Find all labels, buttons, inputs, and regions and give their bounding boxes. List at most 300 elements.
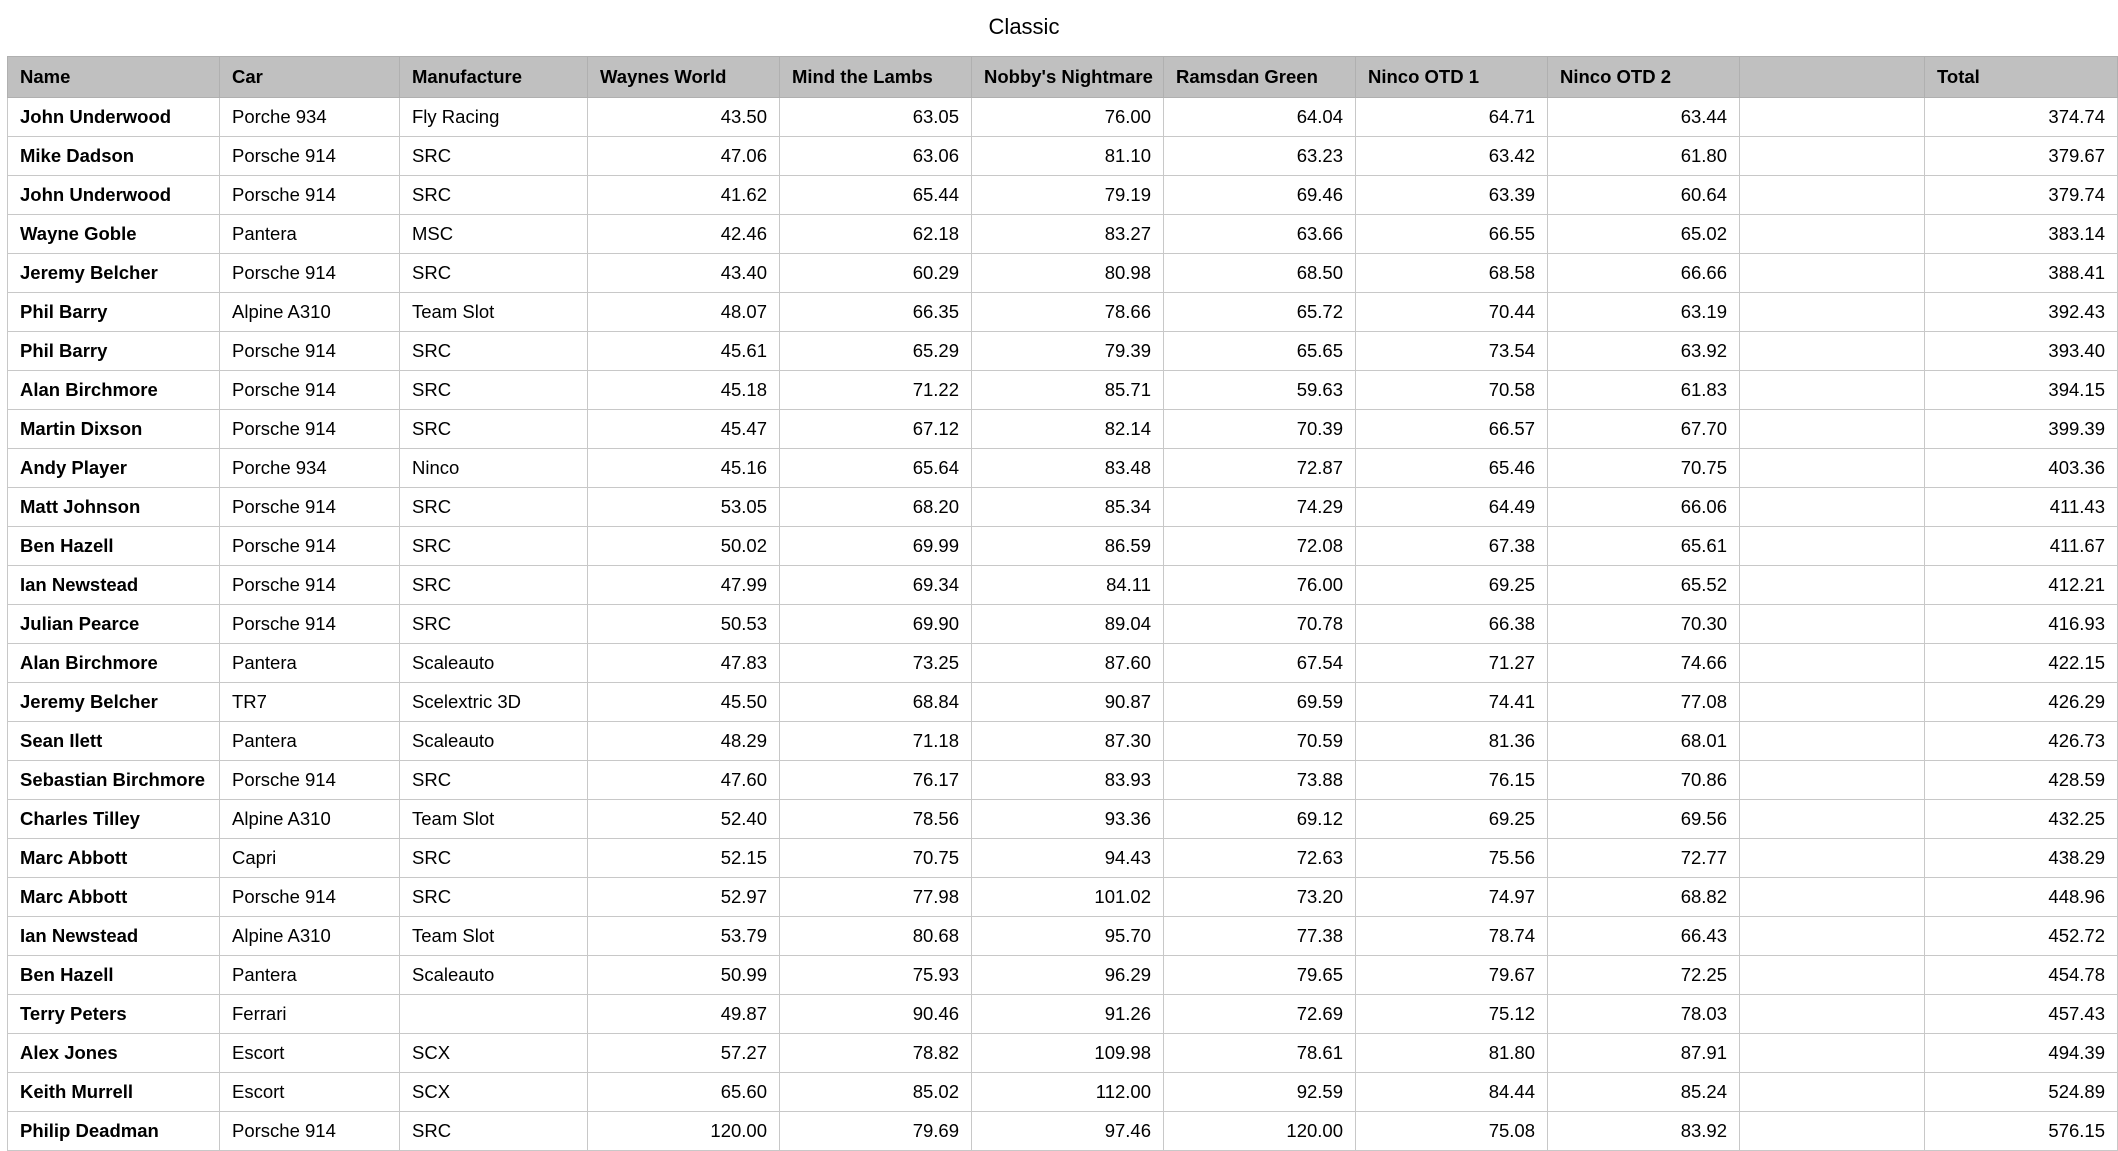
table-cell: 75.56 [1356, 839, 1548, 878]
cell-name: Wayne Goble [8, 215, 220, 254]
table-cell: SRC [400, 1112, 588, 1151]
table-cell: Alpine A310 [220, 917, 400, 956]
cell-name: Alan Birchmore [8, 371, 220, 410]
cell-name: Terry Peters [8, 995, 220, 1034]
table-cell: SRC [400, 761, 588, 800]
table-cell [1740, 956, 1925, 995]
table-cell: 63.06 [780, 137, 972, 176]
table-cell: 67.12 [780, 410, 972, 449]
cell-name: Alan Birchmore [8, 644, 220, 683]
table-cell: 78.03 [1548, 995, 1740, 1034]
table-cell: 69.25 [1356, 800, 1548, 839]
table-cell: 524.89 [1925, 1073, 2118, 1112]
table-cell: SRC [400, 527, 588, 566]
table-cell: 45.50 [588, 683, 780, 722]
table-cell: 52.40 [588, 800, 780, 839]
table-cell [1740, 1073, 1925, 1112]
table-cell: 82.14 [972, 410, 1164, 449]
table-cell: 411.43 [1925, 488, 2118, 527]
table-row [8, 722, 2118, 761]
table-cell: Porsche 914 [220, 605, 400, 644]
table-body [8, 98, 2118, 1151]
table-cell: 70.75 [780, 839, 972, 878]
cell-name: Matt Johnson [8, 488, 220, 527]
table-row [8, 683, 2118, 722]
table-cell: 95.70 [972, 917, 1164, 956]
table-cell: Porsche 914 [220, 878, 400, 917]
table-cell: Porsche 914 [220, 371, 400, 410]
table-cell: 61.80 [1548, 137, 1740, 176]
table-cell: Scaleauto [400, 956, 588, 995]
table-cell [1740, 332, 1925, 371]
table-cell: 426.73 [1925, 722, 2118, 761]
table-cell [1740, 371, 1925, 410]
table-cell: 60.64 [1548, 176, 1740, 215]
table-cell: 81.80 [1356, 1034, 1548, 1073]
table-cell: 72.69 [1164, 995, 1356, 1034]
cell-name: Martin Dixson [8, 410, 220, 449]
table-cell: 83.27 [972, 215, 1164, 254]
table-cell: 80.68 [780, 917, 972, 956]
table-cell: 83.48 [972, 449, 1164, 488]
table-cell: 66.38 [1356, 605, 1548, 644]
table-cell: MSC [400, 215, 588, 254]
table-row [8, 215, 2118, 254]
table-cell: 77.98 [780, 878, 972, 917]
table-row [8, 956, 2118, 995]
table-cell: 86.59 [972, 527, 1164, 566]
table-cell: 109.98 [972, 1034, 1164, 1073]
table-cell: 70.39 [1164, 410, 1356, 449]
table-cell: 67.70 [1548, 410, 1740, 449]
table-cell: SRC [400, 878, 588, 917]
table-row [8, 254, 2118, 293]
column-header[interactable]: Waynes World [588, 57, 780, 98]
table-cell: 73.20 [1164, 878, 1356, 917]
table-cell: Pantera [220, 956, 400, 995]
column-header[interactable]: Nobby's Nightmare [972, 57, 1164, 98]
table-cell: Fly Racing [400, 98, 588, 137]
table-cell: 87.30 [972, 722, 1164, 761]
table-cell [1740, 722, 1925, 761]
cell-name: Marc Abbott [8, 839, 220, 878]
table-cell: 452.72 [1925, 917, 2118, 956]
table-cell: 45.18 [588, 371, 780, 410]
table-cell: 70.58 [1356, 371, 1548, 410]
table-cell [1740, 605, 1925, 644]
table-row [8, 1112, 2118, 1151]
table-cell: 69.12 [1164, 800, 1356, 839]
table-cell [1740, 293, 1925, 332]
table-cell: 79.65 [1164, 956, 1356, 995]
table-cell: 70.59 [1164, 722, 1356, 761]
table-cell [1740, 566, 1925, 605]
table-cell: 43.40 [588, 254, 780, 293]
table-cell: Porsche 914 [220, 1112, 400, 1151]
table-cell: SRC [400, 839, 588, 878]
table-row [8, 605, 2118, 644]
cell-name: Ben Hazell [8, 956, 220, 995]
table-cell: 71.27 [1356, 644, 1548, 683]
table-cell: 72.77 [1548, 839, 1740, 878]
table-cell: 76.15 [1356, 761, 1548, 800]
table-cell: 374.74 [1925, 98, 2118, 137]
table-cell [1740, 488, 1925, 527]
table-cell: 85.71 [972, 371, 1164, 410]
table-cell: 416.93 [1925, 605, 2118, 644]
table-cell: 454.78 [1925, 956, 2118, 995]
table-cell: 66.55 [1356, 215, 1548, 254]
table-cell: 64.04 [1164, 98, 1356, 137]
table-cell [1740, 917, 1925, 956]
table-cell: 64.49 [1356, 488, 1548, 527]
table-cell: 494.39 [1925, 1034, 2118, 1073]
table-cell: 76.17 [780, 761, 972, 800]
table-cell: 68.01 [1548, 722, 1740, 761]
table-cell: 69.25 [1356, 566, 1548, 605]
table-cell: SCX [400, 1034, 588, 1073]
table-cell: 76.00 [972, 98, 1164, 137]
cell-name: Alex Jones [8, 1034, 220, 1073]
table-cell: 65.46 [1356, 449, 1548, 488]
table-cell: 65.52 [1548, 566, 1740, 605]
table-cell [1740, 800, 1925, 839]
table-cell: 66.57 [1356, 410, 1548, 449]
table-cell [1740, 1112, 1925, 1151]
column-header[interactable]: Manufacture [400, 57, 588, 98]
table-cell [1740, 878, 1925, 917]
table-cell: Scaleauto [400, 722, 588, 761]
table-cell: 90.46 [780, 995, 972, 1034]
table-cell: 69.90 [780, 605, 972, 644]
table-cell: 45.47 [588, 410, 780, 449]
table-cell: 47.60 [588, 761, 780, 800]
table-cell: 68.20 [780, 488, 972, 527]
table-cell: 75.08 [1356, 1112, 1548, 1151]
table-cell: 81.10 [972, 137, 1164, 176]
table-cell: 48.29 [588, 722, 780, 761]
table-cell: 69.46 [1164, 176, 1356, 215]
table-cell: SRC [400, 410, 588, 449]
column-header[interactable]: Total [1925, 57, 2118, 98]
table-cell: 89.04 [972, 605, 1164, 644]
table-cell: Escort [220, 1034, 400, 1073]
table-cell: 84.11 [972, 566, 1164, 605]
table-cell: 63.39 [1356, 176, 1548, 215]
table-cell: 432.25 [1925, 800, 2118, 839]
table-cell: 80.98 [972, 254, 1164, 293]
table-cell: 70.44 [1356, 293, 1548, 332]
table-cell: SRC [400, 254, 588, 293]
table-cell: 47.99 [588, 566, 780, 605]
table-cell: 70.75 [1548, 449, 1740, 488]
results-table [7, 56, 2118, 1151]
table-cell: 63.66 [1164, 215, 1356, 254]
table-cell: 65.72 [1164, 293, 1356, 332]
table-cell: 411.67 [1925, 527, 2118, 566]
table-cell: Porsche 914 [220, 176, 400, 215]
table-cell: 71.22 [780, 371, 972, 410]
table-cell: 393.40 [1925, 332, 2118, 371]
table-cell: 93.36 [972, 800, 1164, 839]
cell-name: Mike Dadson [8, 137, 220, 176]
table-cell: 79.19 [972, 176, 1164, 215]
table-cell: 66.43 [1548, 917, 1740, 956]
table-cell: 70.78 [1164, 605, 1356, 644]
table-cell: Porsche 914 [220, 137, 400, 176]
table-cell: 67.54 [1164, 644, 1356, 683]
table-cell: 96.29 [972, 956, 1164, 995]
table-cell: Pantera [220, 644, 400, 683]
table-row [8, 917, 2118, 956]
table-row [8, 1034, 2118, 1073]
table-cell [400, 995, 588, 1034]
table-cell: 50.02 [588, 527, 780, 566]
table-row [8, 839, 2118, 878]
table-cell: 45.16 [588, 449, 780, 488]
cell-name: Keith Murrell [8, 1073, 220, 1112]
table-cell [1740, 410, 1925, 449]
table-cell: 72.63 [1164, 839, 1356, 878]
table-cell: SRC [400, 371, 588, 410]
table-cell: 68.58 [1356, 254, 1548, 293]
table-cell: 53.05 [588, 488, 780, 527]
table-cell: 392.43 [1925, 293, 2118, 332]
table-row [8, 644, 2118, 683]
cell-name: Jeremy Belcher [8, 683, 220, 722]
table-cell: 63.19 [1548, 293, 1740, 332]
column-header[interactable]: Car [220, 57, 400, 98]
table-cell: 79.69 [780, 1112, 972, 1151]
table-cell: 85.34 [972, 488, 1164, 527]
table-cell: 78.74 [1356, 917, 1548, 956]
table-cell: 73.88 [1164, 761, 1356, 800]
table-cell: 47.06 [588, 137, 780, 176]
table-cell [1740, 254, 1925, 293]
table-row [8, 332, 2118, 371]
table-cell: 85.02 [780, 1073, 972, 1112]
table-cell: 75.93 [780, 956, 972, 995]
table-cell: 120.00 [1164, 1112, 1356, 1151]
cell-name: Julian Pearce [8, 605, 220, 644]
table-cell: Team Slot [400, 293, 588, 332]
table-cell: Pantera [220, 215, 400, 254]
table-cell: 379.67 [1925, 137, 2118, 176]
table-cell: 78.61 [1164, 1034, 1356, 1073]
cell-name: Andy Player [8, 449, 220, 488]
cell-name: Charles Tilley [8, 800, 220, 839]
table-cell: 43.50 [588, 98, 780, 137]
column-header[interactable]: Name [8, 57, 220, 98]
table-cell: 66.06 [1548, 488, 1740, 527]
table-cell: 48.07 [588, 293, 780, 332]
table-header [8, 57, 2118, 98]
table-cell [1740, 839, 1925, 878]
table-cell: 388.41 [1925, 254, 2118, 293]
table-cell: 78.82 [780, 1034, 972, 1073]
cell-name: Jeremy Belcher [8, 254, 220, 293]
table-cell: 65.44 [780, 176, 972, 215]
table-cell: SRC [400, 176, 588, 215]
table-cell: Porsche 914 [220, 254, 400, 293]
table-cell: 69.34 [780, 566, 972, 605]
cell-name: Sean Ilett [8, 722, 220, 761]
table-cell [1740, 527, 1925, 566]
table-cell: 64.71 [1356, 98, 1548, 137]
table-row [8, 878, 2118, 917]
table-cell: 63.42 [1356, 137, 1548, 176]
table-row [8, 371, 2118, 410]
table-cell: 84.44 [1356, 1073, 1548, 1112]
table-cell: 77.08 [1548, 683, 1740, 722]
cell-name: Sebastian Birchmore [8, 761, 220, 800]
table-cell: 73.54 [1356, 332, 1548, 371]
table-cell: 78.66 [972, 293, 1164, 332]
table-cell: 63.05 [780, 98, 972, 137]
table-row [8, 995, 2118, 1034]
table-cell [1740, 1034, 1925, 1073]
table-cell: 41.62 [588, 176, 780, 215]
table-cell: 47.83 [588, 644, 780, 683]
table-cell: 78.56 [780, 800, 972, 839]
table-cell: Porsche 914 [220, 332, 400, 371]
table-cell: 68.50 [1164, 254, 1356, 293]
table-cell: 112.00 [972, 1073, 1164, 1112]
column-header[interactable]: Ramsdan Green [1164, 57, 1356, 98]
table-cell: 63.92 [1548, 332, 1740, 371]
table-cell: Porche 934 [220, 98, 400, 137]
table-cell: 383.14 [1925, 215, 2118, 254]
table-cell: 87.91 [1548, 1034, 1740, 1073]
table-cell: Ninco [400, 449, 588, 488]
table-cell: 65.29 [780, 332, 972, 371]
table-cell: 426.29 [1925, 683, 2118, 722]
column-header[interactable]: Ninco OTD 2 [1548, 57, 1740, 98]
table-cell: Scaleauto [400, 644, 588, 683]
table-cell: 79.39 [972, 332, 1164, 371]
cell-name: Philip Deadman [8, 1112, 220, 1151]
table-cell: 70.86 [1548, 761, 1740, 800]
column-header[interactable] [1740, 57, 1925, 98]
table-cell: 422.15 [1925, 644, 2118, 683]
table-cell: 74.41 [1356, 683, 1548, 722]
cell-name: Ben Hazell [8, 527, 220, 566]
table-cell: 50.53 [588, 605, 780, 644]
table-cell: SRC [400, 566, 588, 605]
table-cell: SCX [400, 1073, 588, 1112]
table-cell: 59.63 [1164, 371, 1356, 410]
table-cell: 399.39 [1925, 410, 2118, 449]
table-row [8, 293, 2118, 332]
table-cell: Porsche 914 [220, 410, 400, 449]
table-cell: 61.83 [1548, 371, 1740, 410]
table-cell: 83.92 [1548, 1112, 1740, 1151]
table-cell [1740, 176, 1925, 215]
table-cell: 81.36 [1356, 722, 1548, 761]
table-row [8, 410, 2118, 449]
table-cell: 65.61 [1548, 527, 1740, 566]
table-cell: 65.65 [1164, 332, 1356, 371]
table-cell: 73.25 [780, 644, 972, 683]
table-cell: 403.36 [1925, 449, 2118, 488]
table-cell: 85.24 [1548, 1073, 1740, 1112]
table-cell: 69.56 [1548, 800, 1740, 839]
header-row [8, 57, 2118, 98]
table-cell [1740, 215, 1925, 254]
table-cell: 52.15 [588, 839, 780, 878]
table-cell: 76.00 [1164, 566, 1356, 605]
table-cell: 65.02 [1548, 215, 1740, 254]
table-cell [1740, 761, 1925, 800]
table-row [8, 449, 2118, 488]
table-cell: 74.97 [1356, 878, 1548, 917]
table-cell: 69.59 [1164, 683, 1356, 722]
table-cell: Porsche 914 [220, 527, 400, 566]
table-cell: Ferrari [220, 995, 400, 1034]
table-cell: Capri [220, 839, 400, 878]
column-header[interactable]: Mind the Lambs [780, 57, 972, 98]
table-cell: Porsche 914 [220, 761, 400, 800]
cell-name: Phil Barry [8, 332, 220, 371]
table-cell: 52.97 [588, 878, 780, 917]
cell-name: Ian Newstead [8, 566, 220, 605]
table-cell: 71.18 [780, 722, 972, 761]
table-cell: 53.79 [588, 917, 780, 956]
table-cell: Escort [220, 1073, 400, 1112]
table-row [8, 1073, 2118, 1112]
table-cell: 90.87 [972, 683, 1164, 722]
table-cell: 60.29 [780, 254, 972, 293]
table-cell: 63.23 [1164, 137, 1356, 176]
table-cell: 428.59 [1925, 761, 2118, 800]
table-cell: SRC [400, 137, 588, 176]
table-cell: 45.61 [588, 332, 780, 371]
table-cell: 57.27 [588, 1034, 780, 1073]
table-cell [1740, 98, 1925, 137]
table-cell: 66.66 [1548, 254, 1740, 293]
table-cell: 412.21 [1925, 566, 2118, 605]
table-cell: Alpine A310 [220, 800, 400, 839]
table-cell: 70.30 [1548, 605, 1740, 644]
table-cell: 75.12 [1356, 995, 1548, 1034]
table-cell [1740, 995, 1925, 1034]
table-cell: 77.38 [1164, 917, 1356, 956]
table-cell: 97.46 [972, 1112, 1164, 1151]
table-cell [1740, 137, 1925, 176]
cell-name: Marc Abbott [8, 878, 220, 917]
table-cell: 68.82 [1548, 878, 1740, 917]
table-cell: 576.15 [1925, 1112, 2118, 1151]
table-cell: Team Slot [400, 800, 588, 839]
table-cell: Porche 934 [220, 449, 400, 488]
table-cell: 42.46 [588, 215, 780, 254]
table-cell: 49.87 [588, 995, 780, 1034]
table-row [8, 98, 2118, 137]
table-cell: 448.96 [1925, 878, 2118, 917]
column-header[interactable]: Ninco OTD 1 [1356, 57, 1548, 98]
table-cell: 62.18 [780, 215, 972, 254]
table-row [8, 761, 2118, 800]
cell-name: Ian Newstead [8, 917, 220, 956]
table-cell: Porsche 914 [220, 488, 400, 527]
table-row [8, 566, 2118, 605]
table-cell: 72.87 [1164, 449, 1356, 488]
table-cell: 66.35 [780, 293, 972, 332]
table-cell [1740, 683, 1925, 722]
table-cell: Scelextric 3D [400, 683, 588, 722]
table-cell: Porsche 914 [220, 566, 400, 605]
table-cell [1740, 644, 1925, 683]
